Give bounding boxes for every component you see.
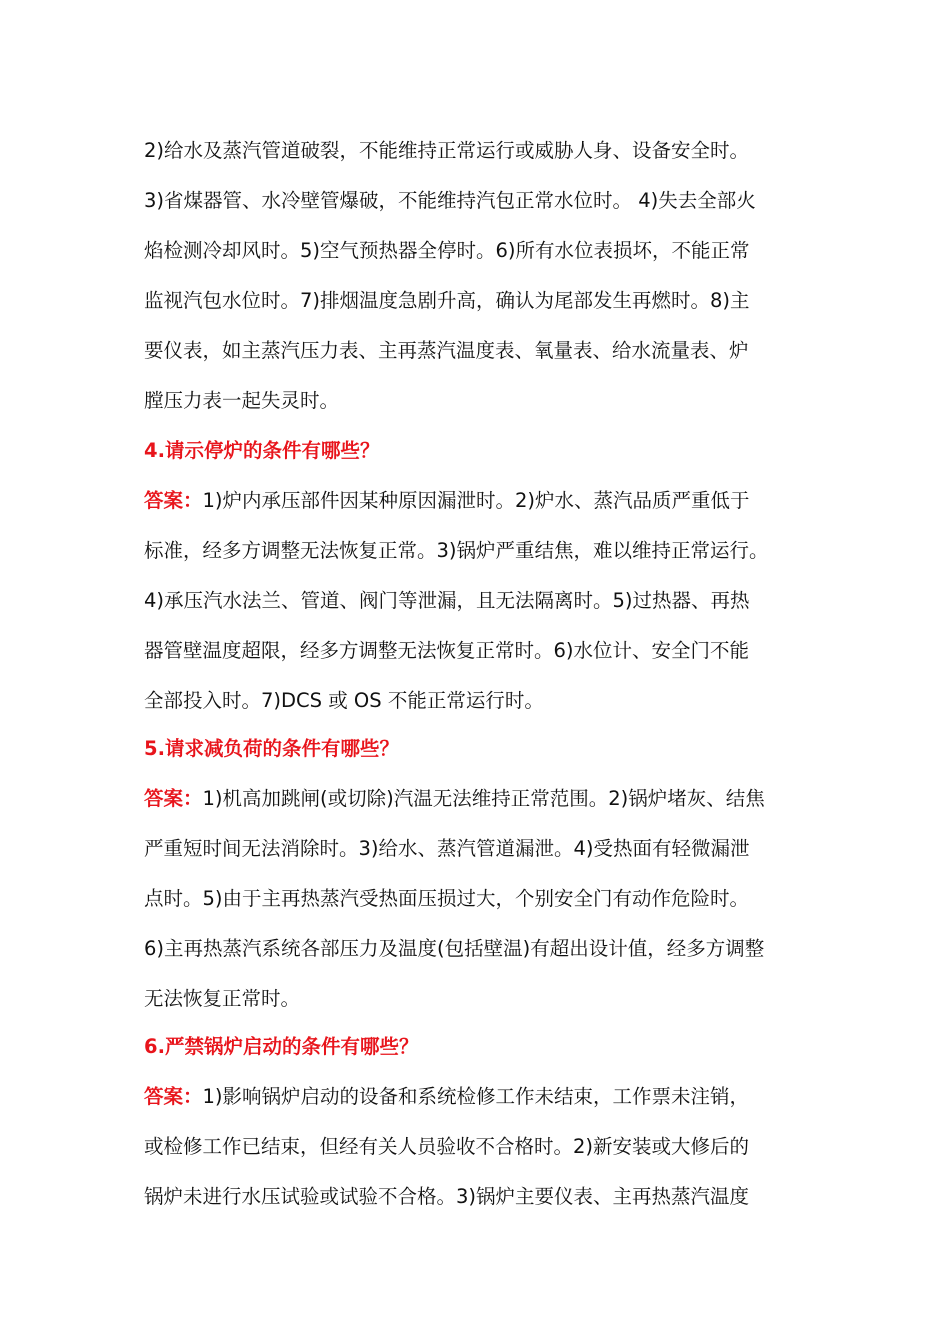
answer-line: 4)承压汽水法兰、管道、阀门等泄漏，且无法隔离时。5)过热器、再热 [144,589,750,612]
answer-line: 6)主再热蒸汽系统各部压力及温度(包括壁温)有超出设计值，经多方调整 [144,937,765,960]
answer-text: 1)炉内承压部件因某种原因漏泄时。2)炉水、蒸汽品质严重低于 [202,489,750,512]
question-heading: 6.严禁锅炉启动的条件有哪些？ [144,1035,419,1058]
answer-line: 点时。5)由于主再热蒸汽受热面压损过大，个别安全门有动作危险时。 [144,887,750,910]
answer-line: 器管壁温度超限，经多方调整无法恢复正常时。6)水位计、安全门不能 [144,639,750,662]
answer-line [144,1082,824,1112]
body-line: 监视汽包水位时。7)排烟温度急剧升高，确认为尾部发生再燃时。8)主 [144,289,750,312]
answer-line: 标准，经多方调整无法恢复正常。3)锅炉严重结焦，难以维持正常运行。 [144,539,769,562]
answer-line [144,1232,824,1262]
answer-label: 答案： [144,787,203,810]
answer-text: 1)影响锅炉启动的设备和系统检修工作未结束，工作票未注销， [202,1085,750,1108]
question-heading: 5.请求减负荷的条件有哪些？ [144,737,399,760]
body-line: 3)省煤器管、水冷壁管爆破，不能维持汽包正常水位时。 4)失去全部火 [144,189,756,212]
answer-line [144,486,824,516]
answer-label: 答案： [144,489,203,512]
body-line: 要仪表，如主蒸汽压力表、主再蒸汽温度表、氧量表、给水流量表、炉 [144,339,749,362]
answer-line: 严重短时间无法消除时。3)给水、蒸汽管道漏泄。4)受热面有轻微漏泄 [144,837,750,860]
body-line: 2)给水及蒸汽管道破裂，不能维持正常运行或威胁人身、设备安全时。 [144,139,750,162]
answer-line: 或检修工作已结束，但经有关人员验收不合格时。2)新安装或大修后的 [144,1135,750,1158]
answer-text: 1)机高加跳闸(或切除)汽温无法维持正常范围。2)锅炉堵灰、结焦 [202,787,765,810]
question-heading: 4.请示停炉的条件有哪些？ [144,439,380,462]
answer-line [144,784,824,814]
answer-line: 锅炉未进行水压试验或试验不合格。3)锅炉主要仪表、主再热蒸汽温度 [144,1185,750,1208]
body-line: 膛压力表一起失灵时。 [144,389,340,412]
body-line: 焰检测冷却风时。5)空气预热器全停时。6)所有水位表损坏，不能正常 [144,239,750,262]
answer-line: 全部投入时。7)DCS 或 OS 不能正常运行时。 [144,689,544,712]
answer-line: 无法恢复正常时。 [144,987,301,1010]
answer-label: 答案： [144,1085,203,1108]
